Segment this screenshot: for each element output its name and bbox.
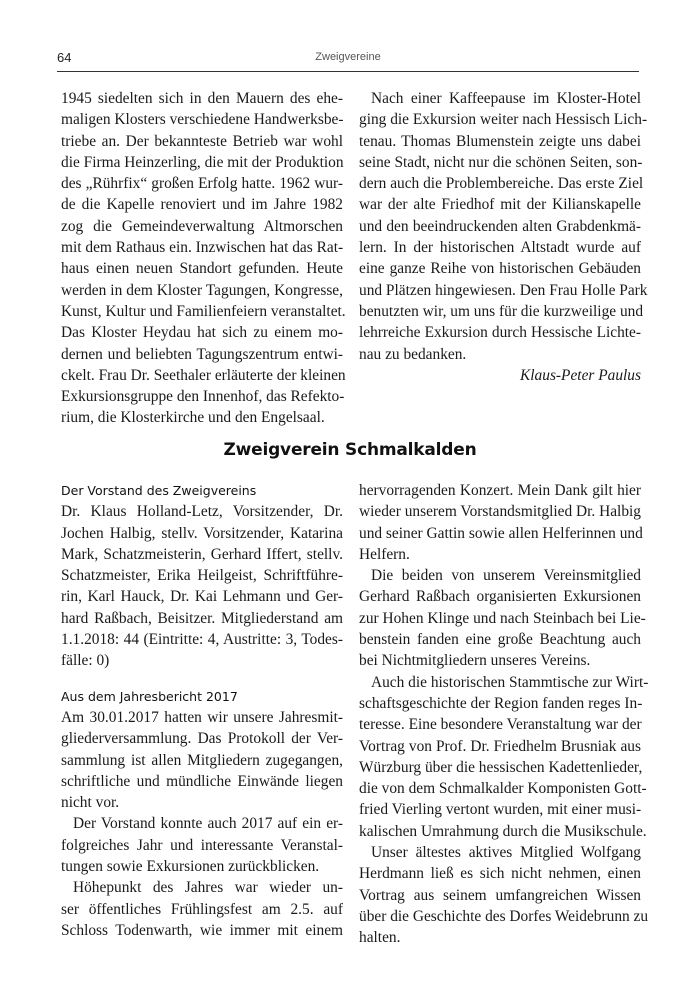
column-top-right bbox=[359, 88, 648, 386]
text-line: halten. bbox=[359, 929, 401, 947]
text-line: ckelt. Frau Dr. Seethaler erläuterte der kleinen bbox=[61, 366, 346, 384]
page-header bbox=[57, 50, 639, 70]
text-line: hervorragenden Konzert. Mein Dank gilt hier bbox=[359, 482, 641, 499]
text-line: fried Vierling vertont wurden, mit einer musi- bbox=[359, 801, 642, 819]
text-line: folgreiches Jahr und interessante Veranstal- bbox=[61, 836, 343, 854]
text-line: des „Rührfix“ großen Erfolg hatte. 1962 wur- bbox=[61, 175, 343, 193]
text-line: gliederversammlung. Das Protokoll der Ver- bbox=[61, 730, 343, 748]
text-line: Schloss Todenwarth, wie immer mit einem bbox=[61, 921, 343, 939]
text-line: Nach einer Kaffeepause im Kloster-Hotel bbox=[371, 90, 641, 107]
text-line: benutzten wir, um uns für die kurzweilige und bbox=[359, 302, 644, 320]
text-line: hard Raßbach, Beisitzer. Mitgliederstand am bbox=[61, 609, 343, 627]
text-line: Jochen Halbig, stellv. Vorsitzender, Katarina bbox=[61, 524, 343, 542]
text-line: dernen und beliebten Tagungszentrum entwi- bbox=[61, 345, 343, 363]
text-line: Der Vorstand konnte auch 2017 auf ein er- bbox=[73, 815, 343, 833]
text-line: sammlung ist allen Mitgliedern zugegangen, bbox=[61, 751, 343, 769]
text-line: lern. In der historischen Altstadt wurde auf bbox=[359, 239, 641, 257]
text-line: Helfern. bbox=[359, 545, 410, 563]
text-line: tungen sowie Exkursionen zurückblicken. bbox=[61, 858, 320, 876]
text-line: zur Hohen Klinge und nach Steinbach bei Lie- bbox=[359, 609, 646, 627]
column-top-left bbox=[61, 88, 346, 429]
text-line: Würzburg über die hessischen Kadettenlieder, bbox=[359, 758, 643, 776]
text-line: tenau. Thomas Blumenstein zeigte uns dabei bbox=[359, 132, 641, 150]
text-line: Mark, Schatzmeisterin, Gerhard Iffert, stellv. bbox=[61, 545, 343, 563]
text-line: und seiner Gattin sowie allen Helferinnen und bbox=[359, 524, 643, 542]
text-line: und den beeindruckenden alten Grabdenkmä- bbox=[359, 217, 641, 235]
text-line: 1945 siedelten sich in den Mauern des ehe- bbox=[61, 90, 343, 107]
text-line: zog die Gemeindeverwaltung Altmorschen bbox=[61, 217, 343, 235]
subheading-report: Aus dem Jahresbericht 2017 bbox=[61, 688, 238, 704]
text-line: Schatzmeister, Erika Heilgeist, Schriftführe- bbox=[61, 567, 343, 585]
page-number: 64 bbox=[57, 50, 72, 65]
header-rule bbox=[57, 71, 639, 72]
text-line: Exkursionsgruppe den Innenhof, das Refekto- bbox=[61, 388, 345, 406]
text-line: 1.1.2018: 44 (Eintritte: 4, Austritte: 3, Todes- bbox=[61, 631, 343, 649]
text-line: bei Nichtmitgliedern unseres Vereins. bbox=[359, 652, 591, 670]
text-line: Die beiden von unserem Vereinsmitglied bbox=[371, 567, 641, 585]
text-line: eine ganze Reihe von historischen Gebäuden bbox=[359, 260, 641, 278]
text-line: Das Kloster Heydau hat sich zu einem mo- bbox=[61, 324, 343, 342]
spacer bbox=[61, 672, 343, 686]
text-line: maligen Klosters verschiedene Handwerksbe- bbox=[61, 111, 344, 129]
text-line: wieder unserem Vorstandsmitglied Dr. Halbig bbox=[359, 503, 641, 521]
text-line: die Firma Heinzerling, die mit der Produktion bbox=[61, 153, 344, 171]
text-line: nicht vor. bbox=[61, 794, 120, 812]
text-line: lehrreiche Exkursion durch Hessische Lichte- bbox=[359, 324, 641, 342]
subheading-board: Der Vorstand des Zweigvereins bbox=[61, 483, 257, 498]
text-line: Auch die historischen Stammtische zur Wirt- bbox=[371, 673, 649, 691]
text-line: ser öffentliches Frühlingsfest am 2.5. auf bbox=[61, 900, 343, 918]
text-line: und Plätzen hingewiesen. Den Frau Holle Park bbox=[359, 281, 648, 299]
text-line: haus einen neuen Standort gefunden. Heute bbox=[61, 260, 343, 278]
text-line: rium, die Klosterkirche und den Engelsaal. bbox=[61, 409, 325, 427]
text-line: triebe an. Der bekannteste Betrieb war wohl bbox=[61, 132, 343, 150]
text-line: werden in dem Kloster Tagungen, Kongresse, bbox=[61, 281, 343, 299]
text-line: die von dem Schmalkalder Komponisten Gott- bbox=[359, 780, 647, 798]
text-line: über die Geschichte des Dorfes Weidebrunn zu bbox=[359, 907, 649, 925]
section-title: Zweigverein Schmalkalden bbox=[223, 440, 477, 460]
text-line: Vortrag von Prof. Dr. Friedhelm Brusniak aus bbox=[359, 737, 641, 755]
text-line: Herdmann ließ es sich nicht nehmen, einen bbox=[359, 865, 641, 883]
text-line: Gerhard Raßbach organisierten Exkursionen bbox=[359, 588, 641, 606]
text-line: benstein fanden eine große Beachtung auch bbox=[359, 631, 641, 649]
text-line: Kunst, Kultur und Familienfeiern veranstaltet. bbox=[61, 302, 346, 320]
text-line: Vortrag aus seinem umfangreichen Wissen bbox=[359, 886, 641, 904]
text-line: nau zu bedanken. bbox=[359, 345, 467, 363]
text-line: de die Kapelle renoviert und im Jahre 1982 bbox=[61, 196, 343, 214]
text-line: seine Stadt, nicht nur die schönen Seiten, son- bbox=[359, 153, 643, 171]
text-line: kalischen Umrahmung durch die Musikschule. bbox=[359, 822, 647, 840]
text-line: schaftsgeschichte der Region fanden reges In- bbox=[359, 694, 643, 712]
text-line: mit dem Rathaus ein. Inzwischen hat das Rat- bbox=[61, 239, 344, 257]
column-bottom-left bbox=[61, 480, 343, 941]
text-line: fälle: 0) bbox=[61, 652, 110, 670]
text-line: Dr. Klaus Holland-Letz, Vorsitzender, Dr. bbox=[61, 503, 343, 521]
column-bottom-right bbox=[359, 480, 649, 949]
text-line: Unser ältestes aktives Mitglied Wolfgang bbox=[371, 844, 641, 862]
text-line: war der alte Friedhof mit der Kilianskapelle bbox=[359, 196, 641, 214]
text-line: Am 30.01.2017 hatten wir unsere Jahresmit- bbox=[61, 708, 343, 726]
text-line: schriftliche und mündliche Einwände liegen bbox=[61, 772, 343, 790]
text-line: teresse. Eine besondere Veranstaltung war der bbox=[359, 716, 642, 734]
text-line: rin, Karl Hauck, Dr. Kai Lehmann und Ger- bbox=[61, 588, 343, 606]
running-title: Zweigvereine bbox=[315, 51, 381, 63]
text-line: Höhepunkt des Jahres war wieder un- bbox=[73, 879, 343, 897]
text-line: dern auch die Problembereiche. Das erste Ziel bbox=[359, 175, 644, 193]
text-line: ging die Exkursion weiter nach Hessisch Lich- bbox=[359, 111, 648, 129]
author-signature: Klaus-Peter Paulus bbox=[520, 366, 641, 384]
